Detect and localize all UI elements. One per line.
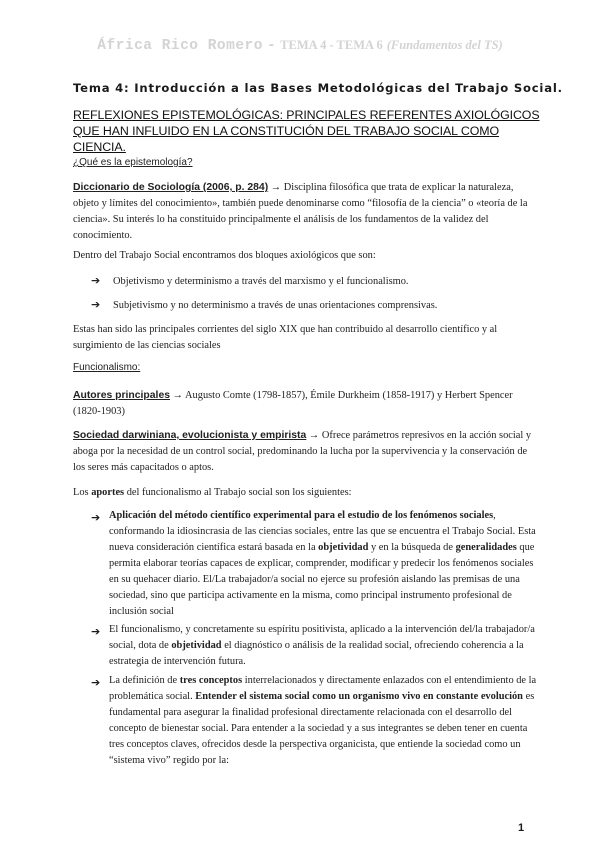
aportes-intro-post: del funcionalismo al Trabajo social son los siguientes:	[126, 487, 352, 498]
bold-phrase: objetividad	[318, 542, 369, 553]
block-text: Objetivismo y determinismo a través del marxismo y el funcionalismo.	[113, 276, 409, 287]
list-item	[109, 673, 541, 769]
society-label: Sociedad darwiniana, evolucionista y empirista	[73, 430, 307, 441]
arrow-glyph: →	[172, 390, 184, 401]
dictionary-label: Diccionario de Sociología (2006, p. 284)	[73, 182, 269, 193]
funcionalismo-heading: Funcionalismo:	[73, 362, 141, 373]
bold-phrase: Entender el sistema social como un organismo vivo en constante evolución	[195, 691, 523, 702]
aportes-intro-bold: aportes	[91, 487, 125, 498]
bullet-arrow-icon: ➔	[91, 676, 101, 689]
bullet-arrow-icon: ➔	[91, 625, 101, 638]
text-run: interrelacionados y directamente enlazados con el entendimiento de la problemática social.	[109, 675, 537, 702]
list-item	[109, 622, 541, 670]
bold-phrase: tres conceptos	[179, 675, 243, 686]
bold-phrase: generalidades	[455, 542, 517, 553]
header-tema: TEMA 4 - TEMA 6	[280, 38, 383, 52]
arrow-glyph: →	[270, 182, 282, 193]
bullet-arrow-icon: ➔	[91, 274, 101, 287]
text-run: que permita elaborar teorías capaces de explicar, comprender, modificar y predecir los fenómenos sociales en su quehacer diario. El/La trabajador/a social no ejerce su profesión aislando las premisas de una sociedad, sino que participa activamente en la misma, como principal instrumento profesional de inclusión social	[109, 542, 535, 617]
tema-title: Tema 4: Introducción a las Bases Metodológicas del Trabajo Social.	[73, 81, 563, 95]
society-paragraph	[73, 428, 537, 476]
page-number: 1	[518, 822, 525, 834]
dictionary-text: Disciplina filosófica que trata de explicar la naturaleza, objeto y límites del conocimiento», también puede denominarse como “filosofía de la ciencia” o «teoría de la ciencia». Su interés lo ha constituido principalmente el análisis de los fundamentos de la validez del conocimiento.	[73, 182, 528, 241]
arrow-glyph: →	[308, 430, 320, 441]
text-run: La definición de	[109, 675, 178, 686]
bold-phrase: Aplicación del método científico experimental para el estudio de los fenómenos sociales	[109, 510, 494, 521]
text-run: es fundamental para asegurar la finalidad profesional directamente relacionada con el desarrollo del concepto de bienestar social. Para entender a la sociedad y a sus integrantes se deben tener en cuenta tres conceptos claves, ofrecidos desde la perspectiva organicista, que entiende la sociedad como un “sistema vivo” regido por la:	[109, 691, 535, 766]
currents-paragraph: Estas han sido las principales corrientes del siglo XIX que han contribuido al desarrollo científico y al surgimiento de las ciencias sociales	[73, 324, 498, 351]
list-item	[91, 297, 437, 314]
aportes-intro-pre: Los	[73, 487, 89, 498]
text-run: , conformando la idiosincrasia de las ciencias sociales, entre las que se encuentra el Trabajo Social. Esta nueva consideración científica estará basada en la	[109, 510, 536, 553]
authors-text: Augusto Comte (1798-1857), Émile Durkheim (1858-1917) y Herbert Spencer (1820-1903)	[73, 390, 513, 417]
text-run: El funcionalismo, y concretamente su espíritu positivista, aplicado a la intervención del/la trabajador/a social, dota de	[109, 624, 535, 651]
authors-paragraph	[73, 388, 535, 420]
bold-phrase: objetividad	[171, 640, 222, 651]
header-dash: -	[266, 38, 277, 54]
list-item	[91, 273, 409, 290]
aportes-intro	[73, 485, 543, 501]
text-run: el diagnóstico o análisis de la realidad social, ofreciendo coherencia a la estrategia de intervención futura.	[109, 640, 524, 667]
section-title: REFLEXIONES EPISTEMOLÓGICAS: PRINCIPALES REFERENTES AXIOLÓGICOS QUE HAN INFLUIDO EN LA CONSTITUCIÓN DEL TRABAJO SOCIAL COMO CIENCIA.	[73, 108, 540, 154]
authors-label: Autores principales	[73, 390, 171, 401]
society-text: Ofrece parámetros represivos en la acción social y aboga por la necesidad de un control social, predominando la lucha por la supervivencia y la conservación de los seres más capacitados o aptos.	[73, 430, 532, 473]
bullet-arrow-icon: ➔	[91, 298, 101, 311]
author-name: África Rico Romero	[97, 38, 263, 54]
dictionary-paragraph	[73, 180, 531, 244]
block-text: Subjetivismo y no determinismo a través de unas orientaciones comprensivas.	[113, 300, 438, 311]
list-item	[109, 508, 541, 620]
header-subject: (Fundamentos del TS)	[386, 38, 503, 52]
page-header	[0, 36, 600, 54]
blocks-intro: Dentro del Trabajo Social encontramos dos bloques axiológicos que son:	[73, 250, 376, 261]
bullet-arrow-icon: ➔	[91, 511, 101, 524]
text-run: y en la búsqueda de	[371, 542, 453, 553]
question-heading: ¿Qué es la epistemología?	[73, 157, 193, 168]
